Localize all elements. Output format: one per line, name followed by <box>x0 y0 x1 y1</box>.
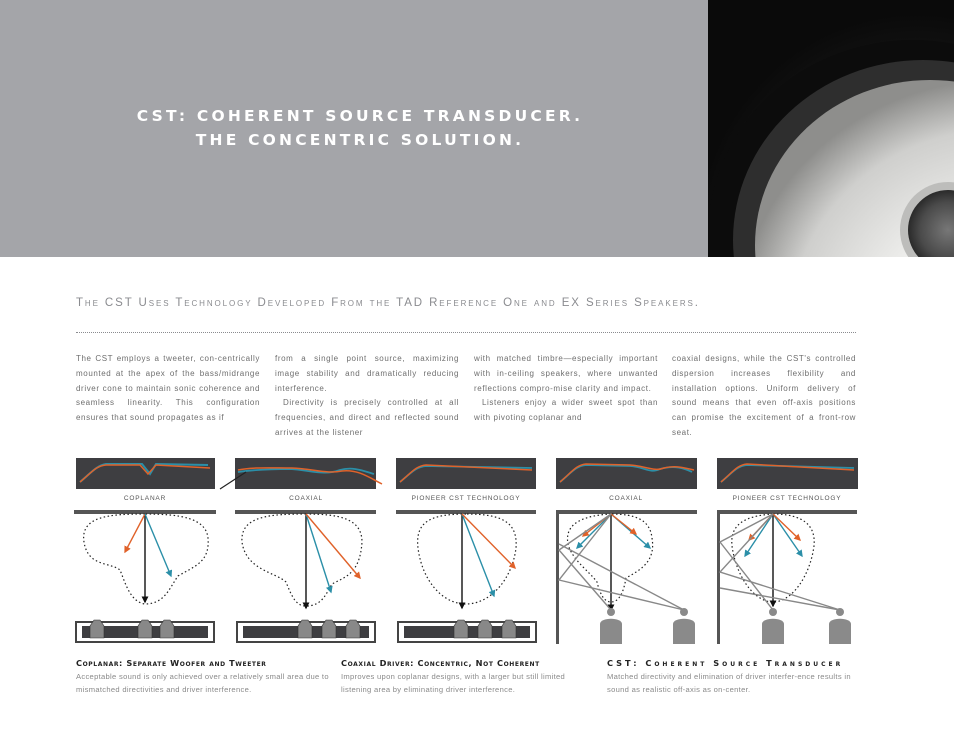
diagram-label-coaxial: COAXIAL <box>289 495 323 502</box>
body-paragraph: coaxial designs, while the CST's controlled dispersion increases flexibility and installation options. Uniform delivery of sound means that even off-axis positions can promise the excitement of a front-row seat. <box>672 354 856 437</box>
body-paragraph: Listeners enjoy a wider sweet spot than with pivoting coplanar and <box>474 398 658 423</box>
hero-title-line-1: CST: COHERENT SOURCE TRANSDUCER. <box>136 107 584 125</box>
dispersion-cst <box>396 510 536 642</box>
dispersion-cst-ceiling <box>717 510 857 644</box>
body-column-3 <box>474 352 658 426</box>
hero-title-line-2: THE CONCENTRIC SOLUTION. <box>195 131 525 149</box>
caption-text-coplanar: Acceptable sound is only achieved over a relatively small area due to mismatched directivities and driver interference. <box>76 672 329 694</box>
response-graph-cst <box>396 458 536 489</box>
response-graph-coplanar <box>76 458 215 489</box>
body-paragraph: Directivity is precisely controlled at all frequencies, and direct and reflected sound arrives at the listener <box>275 398 459 437</box>
body-paragraph: from a single point source, maximizing image stability and dramatically reducing interference. <box>275 354 459 393</box>
body-column-1 <box>76 352 260 426</box>
response-graph-cst-ceiling <box>717 458 858 489</box>
caption-title-coaxial: Coaxial Driver: Concentric, Not Coherent <box>341 658 540 668</box>
response-graph-coaxial <box>220 458 382 489</box>
dispersion-coaxial-ceiling <box>556 510 697 644</box>
diagram-label-cst: PIONEER CST TECHNOLOGY <box>411 495 521 502</box>
dotted-divider <box>76 332 856 333</box>
caption-text-coaxial: Improves upon coplanar designs, with a larger but still limited listening area by eliminating driver interference. <box>341 672 566 694</box>
body-paragraph: with matched timbre—especially important with in-ceiling speakers, where unwanted reflections compro-mise clarity and impact. <box>474 354 658 393</box>
hero-banner <box>0 0 954 257</box>
caption-title-cst: CST: Coherent Source Transducer <box>607 658 844 668</box>
body-column-4 <box>672 352 856 441</box>
dispersion-diagrams <box>70 452 870 652</box>
section-subheading: The CST Uses Technology Developed From the TAD Reference One and EX Series Speakers. <box>76 297 700 309</box>
diagram-label-cst-2: PIONEER CST TECHNOLOGY <box>732 495 842 502</box>
caption-text-cst: Matched directivity and elimination of driver interfer-ence results in sound as realistic off-axis as on-center. <box>607 672 851 694</box>
diagram-label-coaxial-2: COAXIAL <box>609 495 643 502</box>
dispersion-coplanar <box>74 510 216 642</box>
body-column-2 <box>275 352 459 441</box>
response-graph-coaxial-ceiling <box>556 458 697 489</box>
diagram-label-coplanar: COPLANAR <box>123 495 167 502</box>
caption-title-coplanar: Coplanar: Separate Woofer and Tweeter <box>76 658 267 668</box>
speaker-photo <box>708 0 954 257</box>
body-paragraph: The CST employs a tweeter, con-centrically mounted at the apex of the bass/midrange driver cone to maintain sonic coherence and seamless linearity. This configuration ensures that sound propagates as if <box>76 354 260 423</box>
hero-title <box>0 104 720 152</box>
dispersion-coaxial <box>235 510 376 642</box>
